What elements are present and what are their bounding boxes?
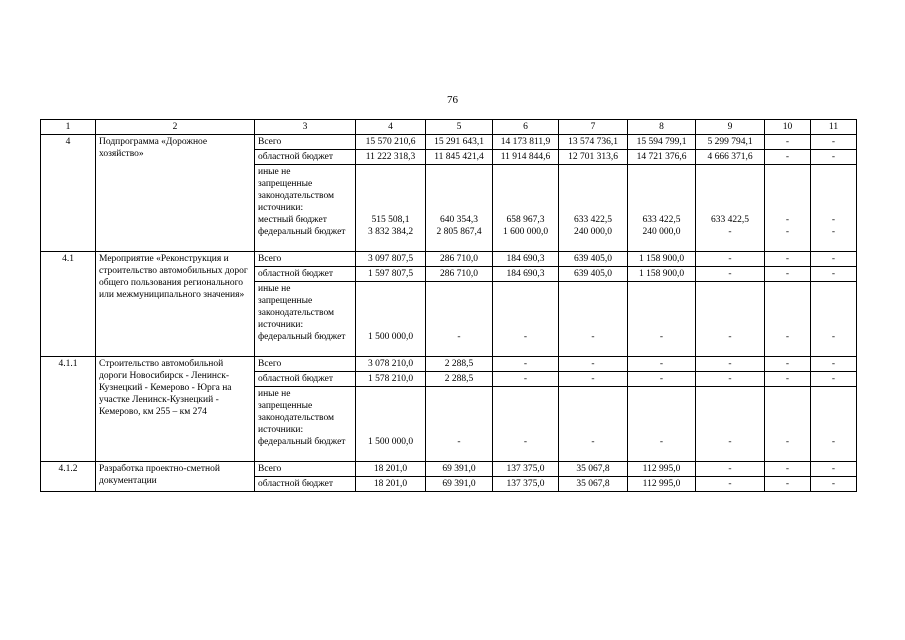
value-cell: - [811, 462, 857, 477]
value-spacer [562, 190, 624, 202]
value-spacer [768, 319, 807, 331]
value-cell [426, 387, 493, 462]
value-spacer [699, 283, 761, 295]
value-cell: 137 375,0 [493, 462, 559, 477]
value-spacer [768, 283, 807, 295]
value-cell: - [559, 357, 628, 372]
value-spacer [768, 190, 807, 202]
value-cell [426, 282, 493, 357]
source-value: 1 500 000,0 [367, 332, 414, 342]
source-label: областной бюджет [255, 150, 356, 165]
value-spacer [359, 178, 422, 190]
value-cell: 3 097 807,5 [356, 252, 426, 267]
value-cell: - [765, 150, 811, 165]
value-cell: - [765, 267, 811, 282]
value-spacer [562, 202, 624, 214]
value-spacer [359, 400, 422, 412]
other-sources-label [255, 165, 356, 252]
source-value: - [659, 332, 664, 342]
source-value: - [785, 227, 790, 237]
value-cell [696, 282, 765, 357]
value-spacer [359, 166, 422, 178]
value-spacer [631, 178, 692, 190]
header-cell: 5 [426, 120, 493, 135]
value-spacer [429, 295, 489, 307]
value-cell: 2 288,5 [426, 357, 493, 372]
row-name: Разработка проектно-сметной документации [96, 462, 255, 492]
table-row [41, 462, 857, 477]
value-spacer [496, 190, 555, 202]
value-cell: 69 391,0 [426, 462, 493, 477]
value-cell: 12 701 313,6 [559, 150, 628, 165]
source-value: 633 422,5 [711, 215, 749, 225]
value-cell: 1 578 210,0 [356, 372, 426, 387]
header-cell: 1 [41, 120, 96, 135]
value-spacer [699, 400, 761, 412]
value-cell: 18 201,0 [356, 462, 426, 477]
source-value: - [457, 332, 461, 342]
value-spacer [562, 178, 624, 190]
value-cell: 112 995,0 [628, 462, 696, 477]
source-value: 240 000,0 [642, 227, 681, 237]
source-label: Всего [255, 357, 356, 372]
value-cell [765, 387, 811, 462]
value-cell: 639 405,0 [559, 267, 628, 282]
source-label: Всего [255, 462, 356, 477]
value-spacer [496, 283, 555, 295]
source-label: областной бюджет [255, 267, 356, 282]
value-spacer [562, 283, 624, 295]
value-cell [696, 387, 765, 462]
value-spacer [699, 307, 761, 319]
value-cell: 35 067,8 [559, 477, 628, 492]
value-cell: 11 845 421,4 [426, 150, 493, 165]
value-spacer [562, 307, 624, 319]
source-item-label: местный бюджет [258, 215, 327, 225]
value-cell: - [765, 135, 811, 150]
value-cell: - [696, 372, 765, 387]
header-cell: 4 [356, 120, 426, 135]
value-spacer [359, 295, 422, 307]
other-sources-label [255, 387, 356, 462]
row-code: 4.1 [41, 252, 96, 357]
value-cell: - [811, 357, 857, 372]
value-spacer [631, 307, 692, 319]
value-cell: 286 710,0 [426, 267, 493, 282]
row-code: 4 [41, 135, 96, 252]
value-cell [696, 165, 765, 252]
value-spacer [359, 283, 422, 295]
source-value: - [785, 437, 790, 447]
other-sources-line: иные не [258, 167, 291, 177]
value-spacer [496, 319, 555, 331]
value-cell: - [811, 372, 857, 387]
value-spacer [631, 202, 692, 214]
value-spacer [814, 424, 853, 436]
other-sources-line: источники: [258, 425, 304, 435]
value-spacer [768, 295, 807, 307]
value-spacer [562, 319, 624, 331]
page-number: 76 [447, 94, 458, 106]
value-spacer [359, 412, 422, 424]
value-cell: 1 158 900,0 [628, 267, 696, 282]
value-cell: - [696, 252, 765, 267]
value-spacer [768, 400, 807, 412]
value-spacer [429, 190, 489, 202]
value-spacer [496, 202, 555, 214]
value-cell: - [811, 135, 857, 150]
value-cell [493, 165, 559, 252]
value-cell: - [811, 267, 857, 282]
source-value: 658 967,3 [506, 215, 545, 225]
source-value: 2 805 867,4 [436, 227, 482, 237]
header-cell: 11 [811, 120, 857, 135]
value-spacer [699, 178, 761, 190]
source-value: - [591, 332, 595, 342]
value-cell [356, 387, 426, 462]
source-value: 633 422,5 [642, 215, 681, 225]
source-value: - [831, 332, 836, 342]
value-cell [426, 165, 493, 252]
other-sources-line: запрещенные [258, 401, 313, 411]
value-cell: - [765, 252, 811, 267]
row-code: 4.1.2 [41, 462, 96, 492]
value-spacer [496, 400, 555, 412]
source-label: областной бюджет [255, 372, 356, 387]
source-value: 515 508,1 [371, 215, 410, 225]
value-cell [628, 282, 696, 357]
value-cell: - [696, 477, 765, 492]
value-spacer [631, 166, 692, 178]
value-spacer [814, 412, 853, 424]
value-spacer [496, 295, 555, 307]
source-value: - [659, 437, 664, 447]
value-spacer [631, 295, 692, 307]
value-spacer [699, 412, 761, 424]
source-item-label: федеральный бюджет [258, 332, 346, 342]
value-spacer [768, 412, 807, 424]
value-cell: - [696, 462, 765, 477]
value-spacer [562, 424, 624, 436]
value-cell: 15 291 643,1 [426, 135, 493, 150]
value-cell: 14 173 811,9 [493, 135, 559, 150]
value-cell: - [493, 372, 559, 387]
source-value: - [457, 437, 461, 447]
value-cell: 15 594 799,1 [628, 135, 696, 150]
value-spacer [699, 295, 761, 307]
other-sources-line: законодательством [258, 191, 335, 201]
value-spacer [814, 319, 853, 331]
value-cell [765, 282, 811, 357]
value-spacer [699, 202, 761, 214]
source-value: - [831, 227, 836, 237]
value-cell: 286 710,0 [426, 252, 493, 267]
value-cell: 11 914 844,6 [493, 150, 559, 165]
value-spacer [429, 424, 489, 436]
other-sources-label [255, 282, 356, 357]
value-spacer [429, 283, 489, 295]
value-spacer [768, 178, 807, 190]
value-cell: 184 690,3 [493, 267, 559, 282]
value-spacer [768, 166, 807, 178]
value-spacer [496, 412, 555, 424]
value-spacer [496, 178, 555, 190]
value-cell [493, 387, 559, 462]
value-spacer [562, 388, 624, 400]
header-cell: 8 [628, 120, 696, 135]
header-cell: 3 [255, 120, 356, 135]
value-spacer [359, 424, 422, 436]
source-value: - [523, 437, 528, 447]
value-cell: - [628, 372, 696, 387]
value-spacer [359, 307, 422, 319]
value-spacer [814, 307, 853, 319]
value-cell: - [559, 372, 628, 387]
value-spacer [359, 190, 422, 202]
value-spacer [429, 400, 489, 412]
row-name: Подпрограмма «Дорожное хозяйство» [96, 135, 255, 252]
value-cell [811, 387, 857, 462]
source-value: 633 422,5 [574, 215, 612, 225]
row-name: Мероприятие «Реконструкция и строительство автомобильных дорог общего пользования регионального или межмуниципального значения» [96, 252, 255, 357]
source-label: Всего [255, 252, 356, 267]
value-cell: 15 570 210,6 [356, 135, 426, 150]
value-spacer [768, 424, 807, 436]
other-sources-line: источники: [258, 203, 304, 213]
source-item-label: федеральный бюджет [258, 227, 346, 237]
source-value: 1 600 000,0 [502, 227, 549, 237]
other-sources-line: запрещенные [258, 296, 313, 306]
source-value: - [785, 215, 790, 225]
source-value: - [785, 332, 790, 342]
source-value: - [728, 332, 732, 342]
value-spacer [768, 202, 807, 214]
value-cell [356, 282, 426, 357]
value-cell [356, 165, 426, 252]
header-cell: 6 [493, 120, 559, 135]
other-sources-line: законодательством [258, 308, 335, 318]
other-sources-line: иные не [258, 284, 291, 294]
source-item-label: федеральный бюджет [258, 437, 346, 447]
value-spacer [699, 190, 761, 202]
value-spacer [814, 166, 853, 178]
value-cell: 13 574 736,1 [559, 135, 628, 150]
value-spacer [359, 202, 422, 214]
value-cell: 184 690,3 [493, 252, 559, 267]
source-value: - [728, 437, 732, 447]
value-spacer [429, 202, 489, 214]
value-spacer [768, 388, 807, 400]
value-spacer [359, 319, 422, 331]
value-spacer [496, 424, 555, 436]
other-sources-line: запрещенные [258, 179, 313, 189]
value-spacer [429, 412, 489, 424]
value-spacer [631, 400, 692, 412]
value-spacer [496, 307, 555, 319]
value-cell [628, 165, 696, 252]
value-cell [628, 387, 696, 462]
value-spacer [631, 424, 692, 436]
header-cell: 7 [559, 120, 628, 135]
table-row [41, 357, 857, 372]
value-cell: - [811, 252, 857, 267]
value-cell: 1 597 807,5 [356, 267, 426, 282]
value-spacer [562, 400, 624, 412]
table-row [41, 135, 857, 150]
value-spacer [699, 424, 761, 436]
value-spacer [631, 412, 692, 424]
value-cell: 35 067,8 [559, 462, 628, 477]
value-cell: - [696, 267, 765, 282]
value-spacer [814, 178, 853, 190]
source-value: - [831, 437, 836, 447]
value-cell: - [765, 477, 811, 492]
value-spacer [429, 319, 489, 331]
source-label: Всего [255, 135, 356, 150]
value-cell: - [765, 462, 811, 477]
value-cell: 11 222 318,3 [356, 150, 426, 165]
value-cell: 137 375,0 [493, 477, 559, 492]
value-cell: 1 158 900,0 [628, 252, 696, 267]
table-row [41, 252, 857, 267]
value-cell [811, 282, 857, 357]
budget-table [40, 119, 857, 492]
value-spacer [631, 388, 692, 400]
value-cell [559, 165, 628, 252]
value-cell [493, 282, 559, 357]
value-spacer [699, 319, 761, 331]
value-cell: 112 995,0 [628, 477, 696, 492]
value-cell: 14 721 376,6 [628, 150, 696, 165]
value-spacer [429, 388, 489, 400]
value-cell [559, 282, 628, 357]
row-code: 4.1.1 [41, 357, 96, 462]
source-value: - [591, 437, 595, 447]
value-cell [559, 387, 628, 462]
value-cell: 2 288,5 [426, 372, 493, 387]
header-cell: 10 [765, 120, 811, 135]
value-spacer [562, 166, 624, 178]
value-spacer [562, 412, 624, 424]
value-cell: - [628, 357, 696, 372]
value-cell: 4 666 371,6 [696, 150, 765, 165]
value-spacer [631, 319, 692, 331]
value-spacer [699, 388, 761, 400]
value-spacer [814, 295, 853, 307]
value-spacer [814, 190, 853, 202]
value-spacer [768, 307, 807, 319]
value-spacer [429, 178, 489, 190]
value-cell: - [765, 357, 811, 372]
value-spacer [631, 190, 692, 202]
header-row [41, 120, 857, 135]
value-cell: - [811, 477, 857, 492]
value-cell: 18 201,0 [356, 477, 426, 492]
other-sources-line: иные не [258, 389, 291, 399]
source-value: - [831, 215, 836, 225]
row-name: Строительство автомобильной дороги Новосибирск - Ленинск-Кузнецкий - Кемерово - Юрга на участке Ленинск-Кузнецкий - Кемерово, км 255 – км 274 [96, 357, 255, 462]
header-cell: 2 [96, 120, 255, 135]
value-cell: - [493, 357, 559, 372]
value-spacer [562, 295, 624, 307]
source-value: 1 500 000,0 [367, 437, 414, 447]
source-value: 640 354,3 [440, 215, 478, 225]
value-cell: 3 078 210,0 [356, 357, 426, 372]
value-spacer [814, 400, 853, 412]
value-cell: - [765, 372, 811, 387]
value-spacer [814, 202, 853, 214]
value-spacer [496, 388, 555, 400]
header-cell: 9 [696, 120, 765, 135]
value-cell: 69 391,0 [426, 477, 493, 492]
other-sources-line: законодательством [258, 413, 335, 423]
value-cell: 639 405,0 [559, 252, 628, 267]
value-spacer [814, 388, 853, 400]
source-value: 240 000,0 [574, 227, 612, 237]
value-cell: - [811, 150, 857, 165]
value-cell [765, 165, 811, 252]
value-cell: 5 299 794,1 [696, 135, 765, 150]
value-cell: - [696, 357, 765, 372]
value-spacer [631, 283, 692, 295]
source-value: - [523, 332, 528, 342]
value-spacer [429, 307, 489, 319]
value-spacer [429, 166, 489, 178]
value-spacer [496, 166, 555, 178]
value-cell [811, 165, 857, 252]
value-spacer [699, 166, 761, 178]
value-spacer [359, 388, 422, 400]
source-value: 3 832 384,2 [367, 227, 414, 237]
source-value: - [728, 227, 732, 237]
value-spacer [814, 283, 853, 295]
source-label: областной бюджет [255, 477, 356, 492]
other-sources-line: источники: [258, 320, 304, 330]
